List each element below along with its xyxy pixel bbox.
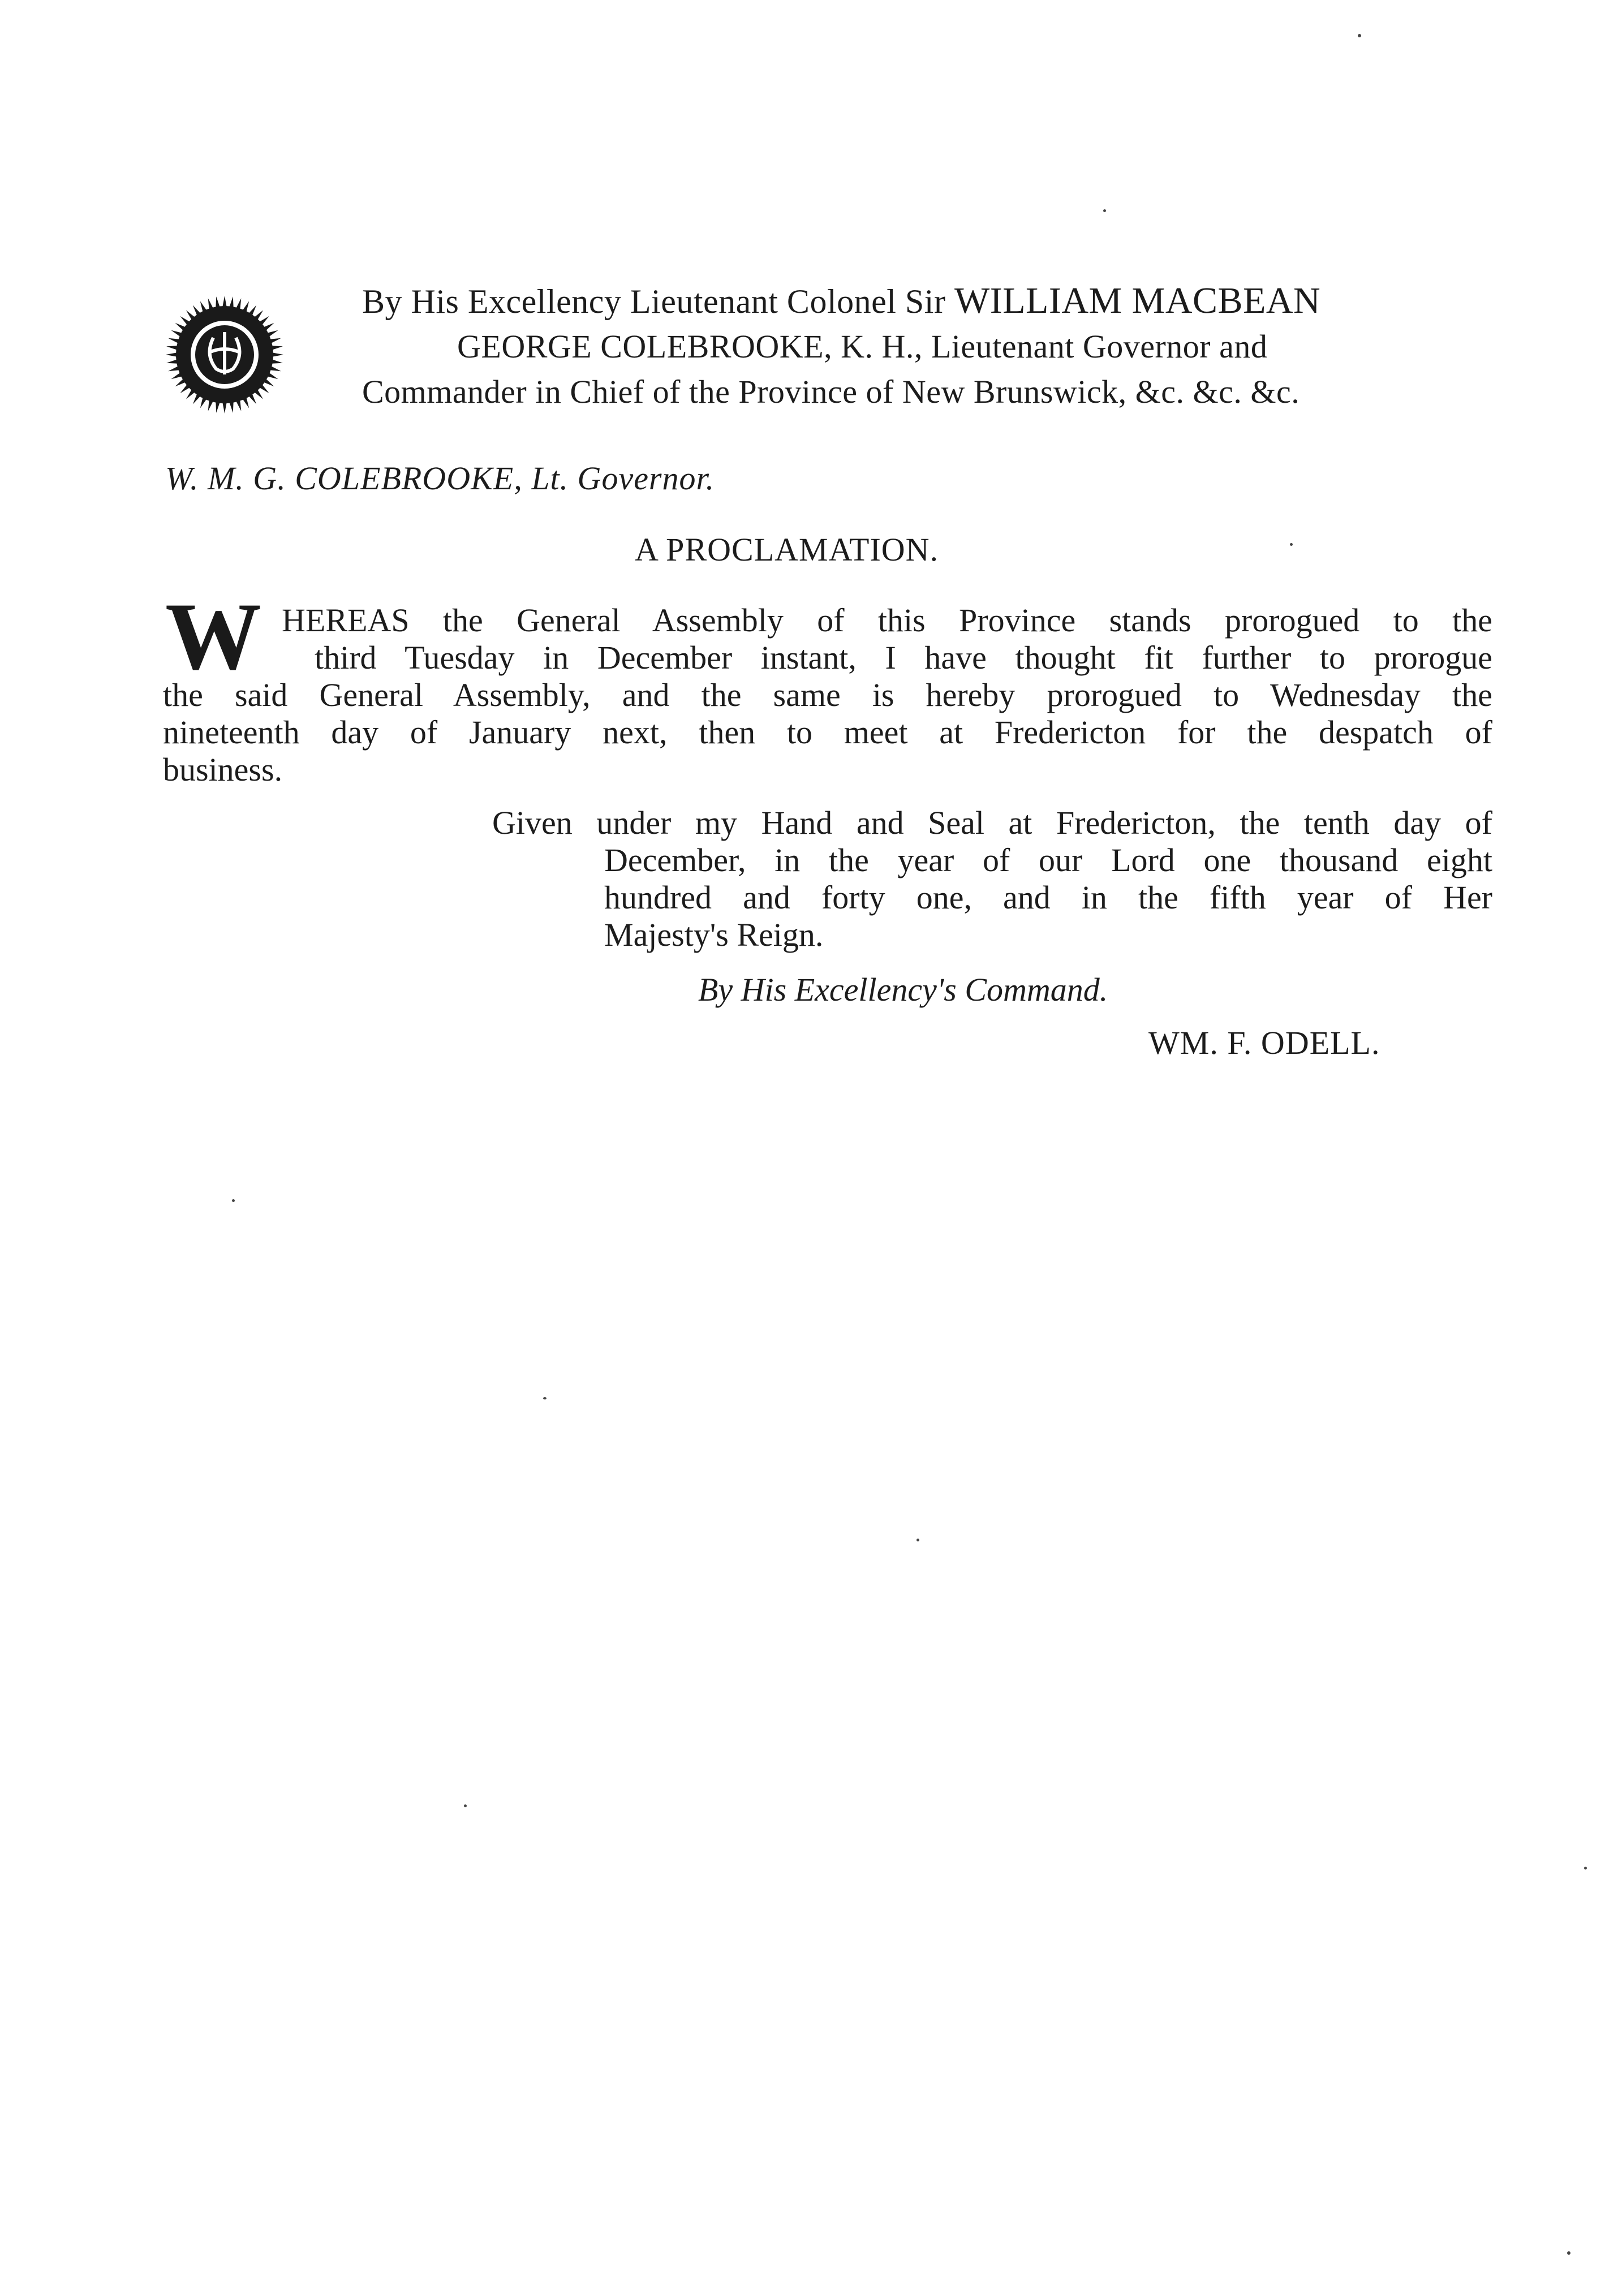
seal-ray (175, 323, 186, 331)
seal-ray (242, 397, 249, 408)
seal-ray (270, 338, 281, 343)
seal-ray (171, 372, 182, 379)
body-line: business. (163, 751, 283, 788)
paper-speck (1584, 1867, 1587, 1869)
given-under-hand (492, 804, 1492, 954)
seal-ray (272, 346, 283, 350)
body-line: nineteenth day of January next, then to meet at Fredericton for the despatch of (163, 714, 1492, 751)
paper-speck (916, 1539, 919, 1541)
seal-ray (267, 372, 278, 379)
paper-speck (232, 1199, 235, 1202)
seal-ray (272, 359, 283, 364)
governor-signatory: W. M. G. COLEBROOKE, Lt. Governor. (165, 460, 715, 497)
paper-speck (1567, 2251, 1570, 2255)
heading-name: WILLIAM MACBEAN (954, 280, 1321, 321)
given-line: hundred and forty one, and in the fifth year of Her (604, 879, 1492, 916)
heading-line-3: Commander in Chief of the Province of New Brunswick, &c. &c. &c. (362, 373, 1300, 410)
secretary-signature: WM. F. ODELL. (1148, 1024, 1380, 1061)
seal-ray (200, 301, 207, 312)
body-line: HEREAS the General Assembly of this Province stands prorogued to the (282, 602, 1492, 639)
seal-ray (216, 296, 220, 308)
seal-ray (193, 305, 201, 316)
seal-ray (166, 346, 178, 350)
drop-cap: W (165, 583, 261, 690)
seal-ray (175, 378, 186, 386)
paper-speck (1103, 209, 1106, 212)
seal-ray (216, 402, 220, 413)
heading-line-2: GEORGE COLEBROOKE, K. H., Lieutenant Governor and (457, 328, 1268, 365)
seal-ray (222, 296, 227, 307)
given-line: December, in the year of our Lord one thousand eight (604, 842, 1492, 878)
proclamation-title: A PROCLAMATION. (635, 531, 939, 568)
seal-ray (208, 400, 213, 411)
seal-ray (264, 378, 274, 386)
heading-line-1 (362, 278, 1488, 324)
paper-speck (464, 1804, 467, 1807)
royal-seal-icon (160, 290, 290, 420)
seal-ray (229, 296, 234, 308)
seal-ray (264, 323, 274, 331)
seal-ray (267, 330, 278, 337)
seal-ray (208, 298, 213, 309)
body-line: the said General Assembly, and the same is hereby prorogued to Wednesday the (163, 677, 1492, 713)
paper-speck (1290, 543, 1293, 546)
seal-ray (242, 301, 249, 312)
seal-ray (248, 305, 256, 316)
seal-ray (171, 330, 182, 337)
seal-ray (222, 402, 227, 413)
proclamation-body (163, 602, 1492, 789)
seal-ray (236, 400, 241, 411)
seal-ray (229, 402, 234, 413)
body-line: third Tuesday in December instant, I have thought fit further to prorogue (315, 639, 1492, 676)
paper-speck (543, 1397, 547, 1399)
seal-ray (166, 352, 177, 357)
seal-ray (248, 394, 256, 404)
seal-ray (236, 298, 241, 309)
seal-ray (193, 394, 201, 404)
seal-ray (166, 359, 178, 364)
seal-ray (272, 352, 283, 357)
seal-ray (168, 366, 179, 371)
seal-ray (200, 397, 207, 408)
seal-ray (270, 366, 281, 371)
command-line: By His Excellency's Command. (698, 971, 1108, 1008)
paper-speck (1358, 34, 1361, 37)
given-line: Given under my Hand and Seal at Fredericton, the tenth day of (492, 804, 1492, 841)
seal-ray (168, 338, 179, 343)
heading-prefix: By His Excellency Lieutenant Colonel Sir (362, 283, 946, 320)
given-line: Majesty's Reign. (604, 916, 824, 953)
proclamation-heading (362, 278, 1488, 415)
